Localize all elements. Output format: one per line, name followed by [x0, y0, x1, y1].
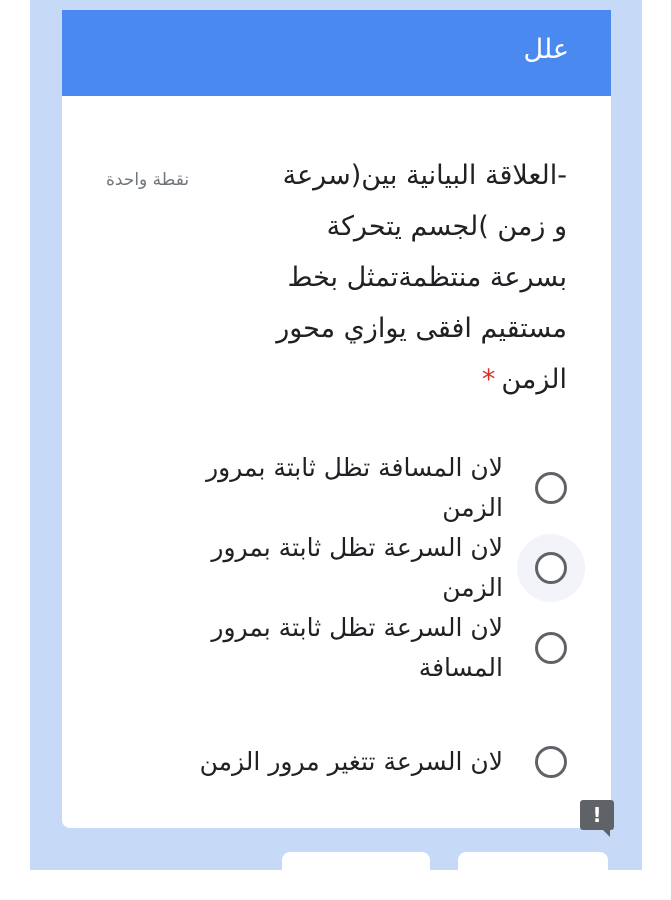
radio-button[interactable] — [517, 614, 585, 682]
question-text — [237, 150, 567, 405]
question-line: الزمن — [501, 364, 567, 395]
required-marker: * — [481, 364, 496, 395]
nav-button-back[interactable] — [282, 852, 430, 892]
radio-circle-icon — [535, 552, 567, 584]
question-line: مستقيم افقى يوازي محور — [276, 313, 567, 344]
radio-circle-icon — [535, 632, 567, 664]
option-4[interactable] — [127, 728, 567, 796]
option-2[interactable] — [127, 528, 567, 608]
question-line: -العلاقة البيانية بين(سرعة — [282, 160, 567, 191]
option-label: لان المسافة تظل ثابتة بمرور الزمن — [206, 453, 503, 522]
radio-button[interactable] — [517, 728, 585, 796]
points-label: نقطة واحدة — [106, 170, 190, 190]
radio-circle-icon — [535, 472, 567, 504]
nav-button-next[interactable] — [458, 852, 608, 892]
option-label: لان السرعة تظل ثابتة بمرور المسافة — [211, 613, 503, 682]
radio-button[interactable] — [517, 454, 585, 522]
question-line: بسرعة منتظمةتمثل بخط — [287, 262, 567, 293]
report-issue-icon[interactable]: ! — [580, 800, 614, 830]
section-title: علل — [523, 34, 569, 65]
question-card — [62, 10, 611, 828]
question-line-last — [237, 354, 567, 405]
option-label: لان السرعة تظل ثابتة بمرور الزمن — [211, 533, 503, 602]
option-1[interactable] — [127, 448, 567, 528]
question-line: و زمن )لجسم يتحركة — [326, 211, 567, 242]
section-header — [62, 10, 611, 96]
radio-button[interactable] — [517, 534, 585, 602]
option-3[interactable] — [127, 608, 567, 688]
radio-circle-icon — [535, 746, 567, 778]
option-label: لان السرعة تتغير مرور الزمن — [199, 747, 503, 776]
